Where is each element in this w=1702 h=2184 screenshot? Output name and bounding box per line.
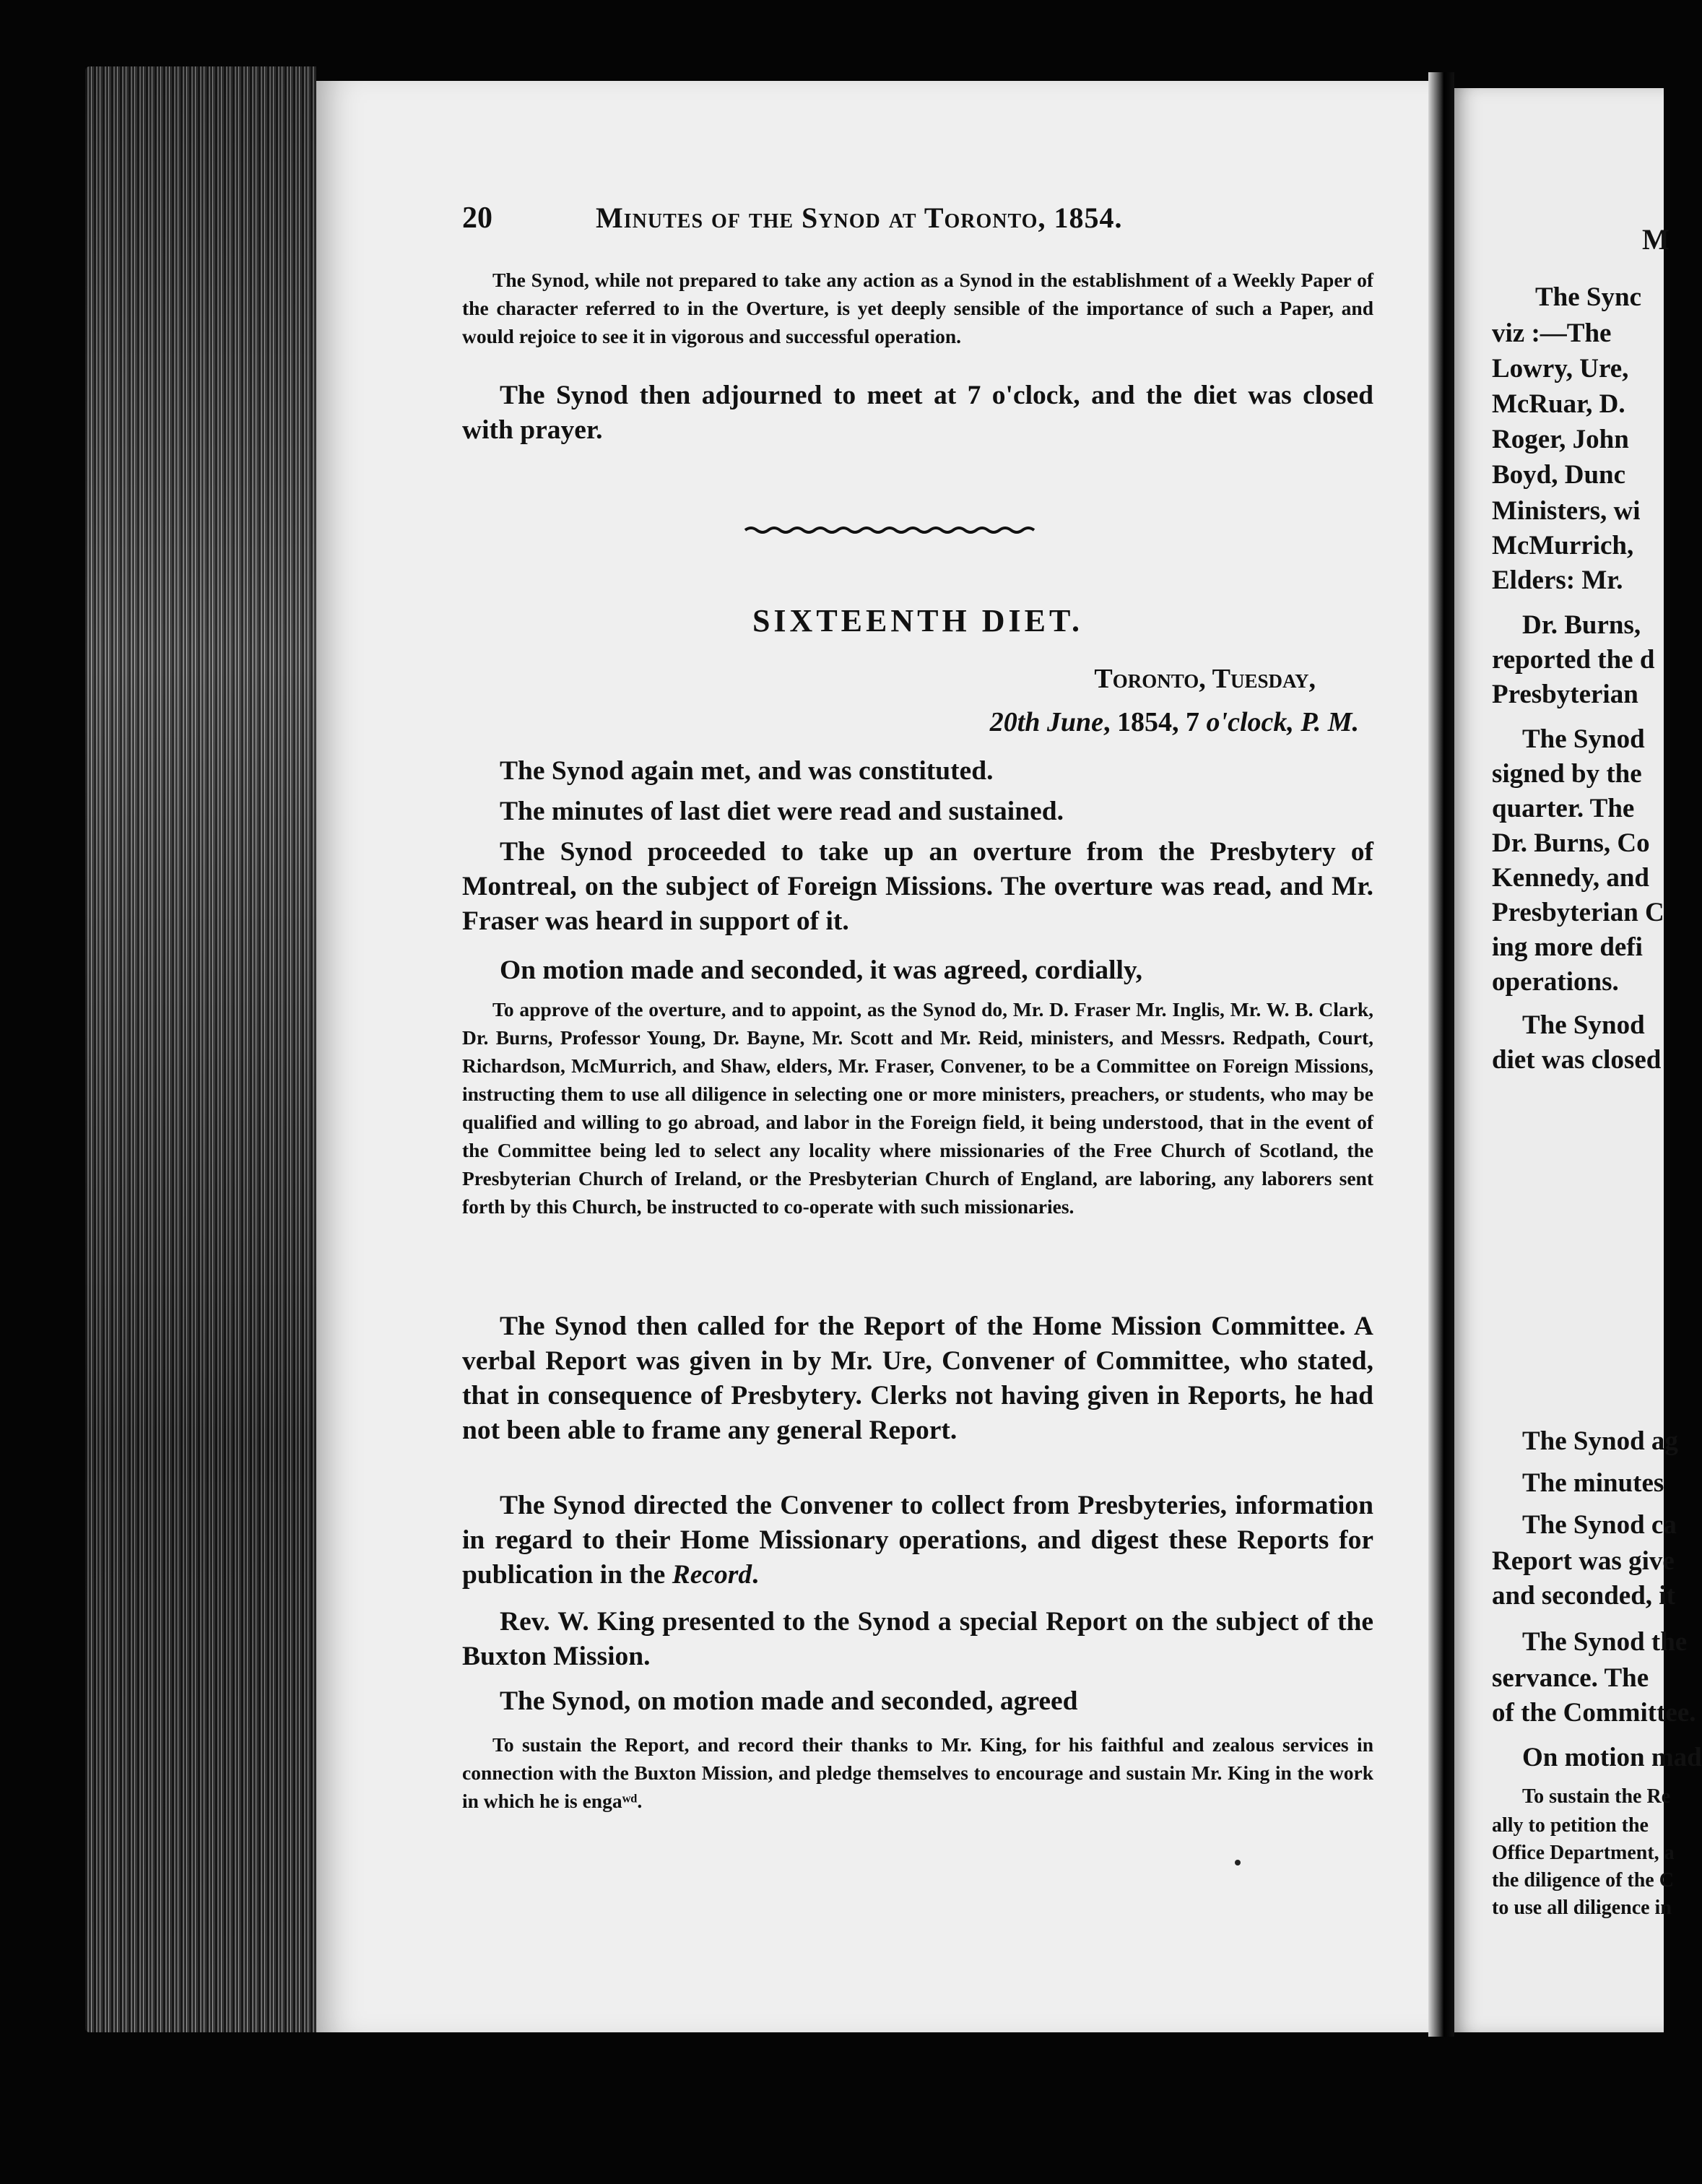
right-line: quarter. The [1492, 794, 1635, 823]
right-line: The Sync [1535, 282, 1642, 312]
section-divider-rule [745, 524, 1034, 537]
paragraph-weekly-paper: The Synod, while not prepared to take any action as a Synod in the establishment of a Weekly Paper of the character referred to in the Overture, is yet deeply sensible of the importance of such a Paper, and would rejoice to see it in vigorous and successful operation. [462, 269, 1373, 347]
right-line: Presbyterian C [1492, 898, 1664, 927]
directed-text: The Synod directed the Convener to collect from Presbyteries, information in regard to their Home Missionary operations, and digest these Reports for publication in the [462, 1491, 1373, 1590]
page-number: 20 [462, 202, 492, 235]
paragraph-overture: The Synod proceeded to take up an overture from the Presbytery of Montreal, on the subject of Foreign Missions. The overture was read, and Mr. Fraser was heard in support of it. [462, 837, 1373, 936]
right-line: viz :—The [1492, 318, 1612, 348]
book-gutter [1428, 72, 1454, 2037]
right-line: The Synod ag [1522, 1426, 1678, 1456]
right-line: operations. [1492, 967, 1619, 997]
dateline-day: 20th June [989, 707, 1104, 737]
right-line: Roger, John [1492, 425, 1629, 454]
right-line: The minutes [1522, 1468, 1664, 1498]
right-line: Elders: Mr. [1492, 566, 1623, 595]
right-line: The Synod ca [1522, 1510, 1677, 1540]
running-head: Minutes of the Synod at Toronto, 1854. [596, 202, 1123, 234]
right-line: The Synod the [1522, 1627, 1688, 1657]
right-line: signed by the [1492, 759, 1642, 789]
record-title: Record [672, 1560, 752, 1590]
right-line: On motion mad [1522, 1743, 1702, 1772]
right-page [1454, 88, 1702, 2032]
right-line: diet was closed [1492, 1045, 1662, 1075]
ink-dot [1235, 1860, 1241, 1866]
right-running-head: M [1642, 223, 1670, 256]
right-line: To sustain the Re [1522, 1785, 1671, 1808]
right-line: McRuar, D. [1492, 389, 1625, 419]
right-line: McMurrich, [1492, 531, 1634, 560]
page-edges [85, 66, 316, 2032]
paragraph-king: Rev. W. King presented to the Synod a special Report on the subject of the Buxton Mission. [462, 1607, 1373, 1671]
diet-title: SIXTEENTH DIET. [752, 603, 1084, 638]
dateline-time: o'clock, P. M. [1206, 707, 1359, 737]
right-line: and seconded, it [1492, 1581, 1675, 1611]
right-line: the diligence of the C [1492, 1869, 1674, 1892]
right-line: Ministers, wi [1492, 496, 1641, 526]
right-line: Kennedy, and [1492, 863, 1649, 893]
paragraph-directed [462, 1488, 1373, 1592]
dateline-date [990, 706, 1359, 738]
page-header [462, 201, 1373, 244]
paragraph-sustain: To sustain the Report, and record their thanks to Mr. King, for his faithful and zealous services in connection with the Buxton Mission, and pledge themselves to encourage and sustain Mr. King in the work in which he is engaʷᵈ. [462, 1733, 1373, 1812]
dateline-place: Toronto, Tuesday, [1094, 664, 1316, 694]
paragraph-met: The Synod again met, and was constituted. [500, 756, 994, 786]
right-line: to use all diligence in [1492, 1897, 1672, 1919]
right-line: Lowry, Ure, [1492, 354, 1629, 384]
dateline-year: , 1854, 7 [1103, 707, 1207, 737]
directed-end: . [752, 1560, 759, 1590]
right-line: Dr. Burns, Co [1492, 828, 1650, 858]
right-line: The Synod [1522, 724, 1645, 754]
paragraph-agreed: The Synod, on motion made and seconded, agreed [500, 1686, 1078, 1716]
right-line: of the Committee. [1492, 1698, 1696, 1728]
right-line: The Synod [1522, 1010, 1645, 1040]
right-line: Office Department, a [1492, 1842, 1675, 1864]
right-line: Dr. Burns, [1522, 610, 1641, 640]
right-line: Report was give [1492, 1546, 1675, 1576]
paragraph-resolution: To approve of the overture, and to appoint, as the Synod do, Mr. D. Fraser Mr. Inglis, Mr. W. B. Clark, Dr. Burns, Professor Young, Dr. Bayne, Mr. Scott and Mr. Reid, ministers, and Messrs. Redpath, Court, Richardson, McMurrich, and Shaw, elders, Mr. Fraser, Convener, to be a Committee on Foreign Missions, instructing them to use all diligence in selecting one or more ministers, preachers, or students, who may be qualified and willing to go abroad, and labor in the Foreign field, it being understood, that in the event of the Committee being led to select any locality where missionaries of the Free Church of Scotland, the Presbyterian Church of Ireland, or the Presbyterian Church of England, are laboring, any laborers sent forth by this Church, be instructed to co-operate with such missionaries. [462, 998, 1373, 1218]
paragraph-home-mission: The Synod then called for the Report of the Home Mission Committee. A verbal Report was given in by Mr. Ure, Convener of Committee, who stated, that in consequence of Presbytery. Clerks not having given in Reports, he had not been able to frame any general Report. [462, 1312, 1373, 1445]
paragraph-motion: On motion made and seconded, it was agreed, cordially, [500, 956, 1142, 985]
right-line: Boyd, Dunc [1492, 460, 1626, 490]
right-line: ing more defi [1492, 932, 1643, 962]
paragraph-minutes: The minutes of last diet were read and sustained. [500, 797, 1064, 826]
right-line: reported the d [1492, 645, 1655, 675]
right-line: ally to petition the [1492, 1814, 1649, 1837]
right-line: Presbyterian [1492, 680, 1638, 709]
paragraph-adjourned: The Synod then adjourned to meet at 7 o'clock, and the diet was closed with prayer. [462, 381, 1373, 445]
right-line: servance. The [1492, 1663, 1649, 1693]
